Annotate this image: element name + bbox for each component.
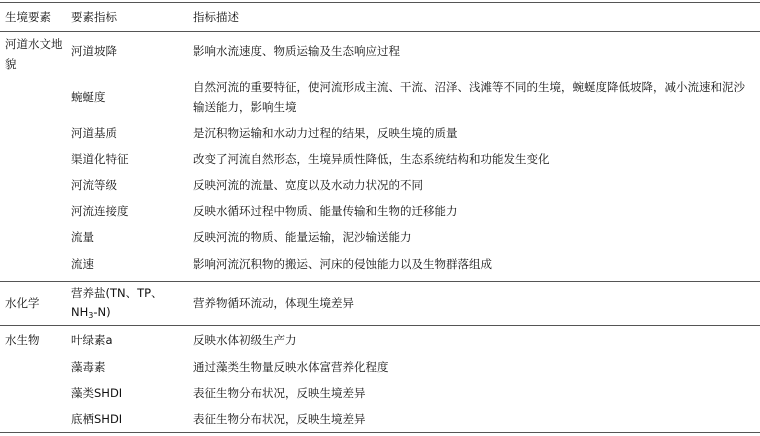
header-indicator: 要素指标: [71, 10, 117, 24]
rule-bottom: [0, 432, 760, 433]
group-name-water-chemistry: 水化学: [5, 296, 40, 310]
rule-header: [0, 31, 760, 32]
rule-group-1: [0, 281, 760, 282]
description-cell: 改变了河流自然形态，生境异质性降低，生态系统结构和功能发生变化: [193, 152, 550, 166]
indicator-nutrients-line1: 营养盐(TN、TP、: [71, 286, 163, 300]
indicator-cell: 河流连接度: [71, 204, 129, 218]
description-cell: 表征生物分布状况，反映生境差异: [193, 412, 366, 426]
group-name-aquatic-biota: 水生物: [5, 333, 40, 347]
description-cell: 反映河流的物质、能量运输，泥沙输送能力: [193, 230, 412, 244]
header-habitat-element: 生境要素: [5, 10, 51, 24]
indicator-cell: 藻类SHDI: [71, 386, 123, 400]
indicator-cell: 蜿蜒度: [71, 90, 106, 104]
rule-group-2: [0, 325, 760, 326]
description-cell: 反映水循环过程中物质、能量传输和生物的迁移能力: [193, 204, 458, 218]
indicator-cell: 底栖SHDI: [71, 412, 123, 426]
header-description: 指标描述: [193, 10, 239, 24]
rule-top: [0, 2, 760, 3]
indicator-cell: 藻毒素: [71, 360, 106, 374]
description-cell: 通过藻类生物量反映水体富营养化程度: [193, 360, 389, 374]
description-cell: 影响河流沉积物的搬运、河床的侵蚀能力以及生物群落组成: [193, 257, 492, 271]
indicator-cell: 河道基质: [71, 126, 117, 140]
nh-text: NH: [71, 305, 89, 319]
nh-subscript: 3: [88, 311, 94, 320]
description-cell: 是沉积物运输和水动力过程的结果，反映生境的质量: [193, 126, 458, 140]
description-cell: 自然河流的重要特征，使河流形成主流、干流、沼泽、浅滩等不同的生境，蜿蜒度降低坡降，减小流速和泥沙输送能力，影响生境: [193, 80, 745, 114]
indicator-cell: 河道坡降: [71, 44, 117, 58]
description-cell: 反映水体初级生产力: [193, 333, 297, 347]
description-cell: 表征生物分布状况，反映生境差异: [193, 386, 366, 400]
indicator-cell: 渠道化特征: [71, 152, 129, 166]
indicator-cell: 叶绿素a: [71, 333, 113, 347]
indicator-cell: 流量: [71, 230, 94, 244]
description-cell: 影响水流速度、物质运输及生态响应过程: [193, 44, 400, 58]
description-cell: 反映河流的流量、宽度以及水动力状况的不同: [193, 178, 423, 192]
indicator-nutrients-line2: [71, 302, 111, 326]
group-name-hydromorphology: 河道水文地貌: [5, 37, 63, 71]
nh-tail: -N): [93, 305, 111, 319]
indicator-cell: 流速: [71, 257, 94, 271]
description-cell: 营养物循环流动，体现生境差异: [193, 296, 354, 310]
indicator-cell: 河流等级: [71, 178, 117, 192]
